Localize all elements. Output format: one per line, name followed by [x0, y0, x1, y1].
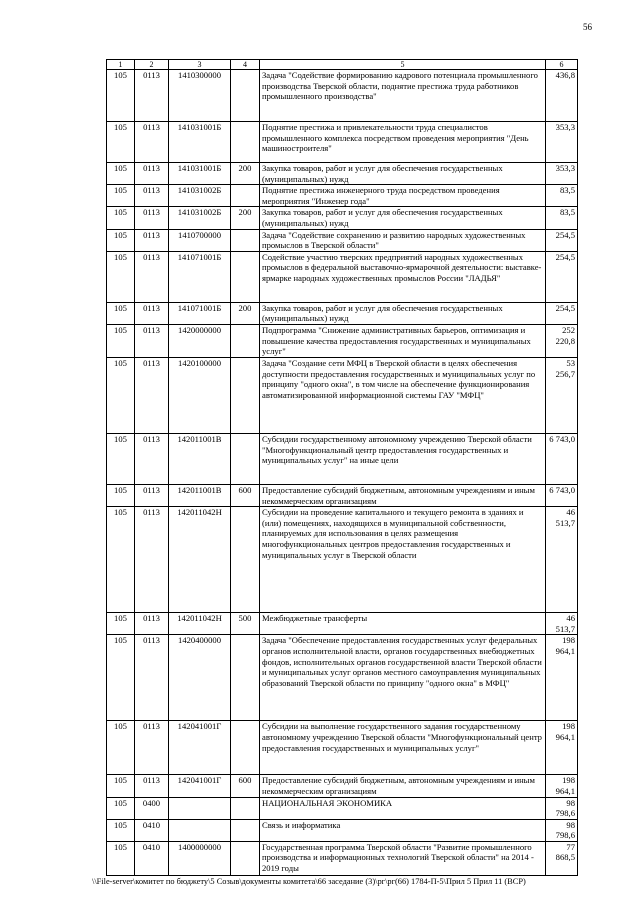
section-cell: 0410	[135, 819, 169, 841]
amount-cell: 436,8	[546, 70, 578, 122]
expense-type-cell	[231, 324, 260, 357]
amount-cell: 198 964,1	[546, 775, 578, 797]
section-cell: 0113	[135, 775, 169, 797]
expense-type-cell	[231, 507, 260, 613]
target-article-cell	[169, 797, 231, 819]
table-header-row	[107, 60, 578, 70]
table-row	[107, 841, 578, 875]
description-cell: Задача "Создание сети МФЦ в Тверской области в целях обеспечения доступности предоставления государственных и муниципальных услуг по принципу "одного окна", в том числе на обеспечение функционирования автоматизированной информационной системы ГАУ "МФЦ"	[260, 357, 546, 433]
expense-type-cell	[231, 841, 260, 875]
section-cell: 0113	[135, 163, 169, 185]
footer-file-path: \\File-server\комитет по бюджету\5 Созыв\документы комитета\66 заседание (3)\рг\рг(66) 1784-П-5\Прил 5 Прил 11 (ВСР)	[92, 877, 526, 886]
amount-cell: 252 220,8	[546, 324, 578, 357]
table-row	[107, 185, 578, 207]
table-row	[107, 721, 578, 775]
description-cell: Закупка товаров, работ и услуг для обеспечения государственных (муниципальных) нужд	[260, 163, 546, 185]
amount-cell: 254,5	[546, 302, 578, 324]
code-admin-cell: 105	[107, 841, 135, 875]
expense-type-cell: 200	[231, 207, 260, 229]
target-article-cell: 142011001В	[169, 484, 231, 506]
target-article-cell: 142041001Г	[169, 721, 231, 775]
table-row	[107, 433, 578, 484]
target-article-cell: 1420100000	[169, 357, 231, 433]
description-cell: Закупка товаров, работ и услуг для обеспечения государственных (муниципальных) нужд	[260, 207, 546, 229]
expense-type-cell	[231, 797, 260, 819]
table-row	[107, 819, 578, 841]
code-admin-cell: 105	[107, 775, 135, 797]
table-row	[107, 775, 578, 797]
expense-type-cell: 600	[231, 775, 260, 797]
target-article-cell: 1420400000	[169, 635, 231, 721]
expense-type-cell	[231, 433, 260, 484]
table-row	[107, 207, 578, 229]
target-article-cell	[169, 819, 231, 841]
table-row	[107, 229, 578, 251]
code-admin-cell: 105	[107, 797, 135, 819]
amount-cell: 353,3	[546, 122, 578, 163]
section-cell: 0113	[135, 229, 169, 251]
expense-type-cell	[231, 229, 260, 251]
amount-cell: 98 798,6	[546, 797, 578, 819]
expense-type-cell	[231, 721, 260, 775]
target-article-cell: 1420000000	[169, 324, 231, 357]
code-admin-cell: 105	[107, 484, 135, 506]
section-cell: 0410	[135, 841, 169, 875]
amount-cell: 53 256,7	[546, 357, 578, 433]
description-cell: Межбюджетные трансферты	[260, 613, 546, 635]
amount-cell: 254,5	[546, 229, 578, 251]
description-cell: Задача "Содействие сохранению и развитию народных художественных промыслов в Тверской области"	[260, 229, 546, 251]
target-article-cell: 141031002Б	[169, 207, 231, 229]
expense-type-cell	[231, 185, 260, 207]
description-cell: Субсидии государственному автономному учреждению Тверской области "Многофункциональный центр предоставления государственных и муниципальных услуг" на иные цели	[260, 433, 546, 484]
expense-type-cell	[231, 122, 260, 163]
description-cell: Предоставление субсидий бюджетным, автономным учреждениям и иным некоммерческим организациям	[260, 484, 546, 506]
section-cell: 0113	[135, 207, 169, 229]
code-admin-cell: 105	[107, 819, 135, 841]
amount-cell: 46 513,7	[546, 507, 578, 613]
header-col-6: 6	[546, 60, 578, 70]
section-cell: 0113	[135, 484, 169, 506]
code-admin-cell: 105	[107, 302, 135, 324]
expense-type-cell: 600	[231, 484, 260, 506]
table-row	[107, 613, 578, 635]
expense-type-cell	[231, 819, 260, 841]
target-article-cell: 141031001Б	[169, 163, 231, 185]
expense-type-cell	[231, 635, 260, 721]
section-cell: 0400	[135, 797, 169, 819]
table-row	[107, 484, 578, 506]
code-admin-cell: 105	[107, 185, 135, 207]
description-cell: Государственная программа Тверской области "Развитие промышленного производства и информационных технологий Тверской области" на 2014 - 2019 годы	[260, 841, 546, 875]
target-article-cell: 1400000000	[169, 841, 231, 875]
code-admin-cell: 105	[107, 635, 135, 721]
table-row	[107, 251, 578, 302]
code-admin-cell: 105	[107, 433, 135, 484]
amount-cell: 83,5	[546, 185, 578, 207]
description-cell: Субсидии на выполнение государственного задания государственному автономному учреждению Тверской области "Многофункциональный центр предоставления государственных и муниципальных услуг"	[260, 721, 546, 775]
table-row	[107, 635, 578, 721]
header-col-1: 1	[107, 60, 135, 70]
code-admin-cell: 105	[107, 251, 135, 302]
section-cell: 0113	[135, 185, 169, 207]
header-col-5: 5	[260, 60, 546, 70]
header-col-2: 2	[135, 60, 169, 70]
expense-type-cell: 500	[231, 613, 260, 635]
page-number: 56	[583, 22, 592, 32]
section-cell: 0113	[135, 635, 169, 721]
target-article-cell: 141071001Б	[169, 302, 231, 324]
description-cell: НАЦИОНАЛЬНАЯ ЭКОНОМИКА	[260, 797, 546, 819]
code-admin-cell: 105	[107, 613, 135, 635]
code-admin-cell: 105	[107, 229, 135, 251]
code-admin-cell: 105	[107, 357, 135, 433]
description-cell: Содействие участию тверских предприятий народных художественных промыслов в федеральной выставочно-ярмарочной деятельности: выставке-ярмарке народных художественных промыслов России "ЛАДЬЯ"	[260, 251, 546, 302]
table-row	[107, 302, 578, 324]
section-cell: 0113	[135, 251, 169, 302]
target-article-cell: 142041001Г	[169, 775, 231, 797]
amount-cell: 77 868,5	[546, 841, 578, 875]
code-admin-cell: 105	[107, 507, 135, 613]
table-row	[107, 357, 578, 433]
description-cell: Связь и информатика	[260, 819, 546, 841]
target-article-cell: 142011042Н	[169, 507, 231, 613]
amount-cell: 98 798,6	[546, 819, 578, 841]
section-cell: 0113	[135, 613, 169, 635]
code-admin-cell: 105	[107, 721, 135, 775]
target-article-cell: 142011042Н	[169, 613, 231, 635]
code-admin-cell: 105	[107, 163, 135, 185]
description-cell: Закупка товаров, работ и услуг для обеспечения государственных (муниципальных) нужд	[260, 302, 546, 324]
header-col-3: 3	[169, 60, 231, 70]
description-cell: Поднятие престижа и привлекательности труда специалистов промышленного комплекса посредством проведения мероприятия "День машиностроителя"	[260, 122, 546, 163]
table-row	[107, 122, 578, 163]
expense-type-cell: 200	[231, 163, 260, 185]
amount-cell: 198 964,1	[546, 721, 578, 775]
target-article-cell: 141071001Б	[169, 251, 231, 302]
amount-cell: 46 513,7	[546, 613, 578, 635]
table-row	[107, 324, 578, 357]
section-cell: 0113	[135, 721, 169, 775]
code-admin-cell: 105	[107, 207, 135, 229]
description-cell: Предоставление субсидий бюджетным, автономным учреждениям и иным некоммерческим организациям	[260, 775, 546, 797]
section-cell: 0113	[135, 302, 169, 324]
target-article-cell: 1410300000	[169, 70, 231, 122]
section-cell: 0113	[135, 507, 169, 613]
amount-cell: 198 964,1	[546, 635, 578, 721]
target-article-cell: 1410700000	[169, 229, 231, 251]
amount-cell: 353,3	[546, 163, 578, 185]
description-cell: Задача "Обеспечение предоставления государственных услуг федеральных органов исполнительной власти, органов государственных внебюджетных фондов, исполнительных органов государственной власти Тверской области и муниципальных услуг органов местного самоуправления муниципальных образований Тверской области по принципу "одного окна" в МФЦ"	[260, 635, 546, 721]
amount-cell: 6 743,0	[546, 484, 578, 506]
code-admin-cell: 105	[107, 122, 135, 163]
description-cell: Субсидии на проведение капитального и текущего ремонта в зданиях и (или) помещениях, находящихся в муниципальной собственности, планируемых для использования в целях размещения многофункциональных центров предоставления государственных и муниципальных услуг в Тверской области	[260, 507, 546, 613]
target-article-cell: 141031002Б	[169, 185, 231, 207]
expense-type-cell	[231, 251, 260, 302]
expense-type-cell: 200	[231, 302, 260, 324]
section-cell: 0113	[135, 70, 169, 122]
section-cell: 0113	[135, 357, 169, 433]
amount-cell: 6 743,0	[546, 433, 578, 484]
expense-type-cell	[231, 357, 260, 433]
header-col-4: 4	[231, 60, 260, 70]
description-cell: Поднятие престижа инженерного труда посредством проведения мероприятия "Инженер года"	[260, 185, 546, 207]
section-cell: 0113	[135, 433, 169, 484]
expense-type-cell	[231, 70, 260, 122]
amount-cell: 254,5	[546, 251, 578, 302]
table-row	[107, 507, 578, 613]
code-admin-cell: 105	[107, 324, 135, 357]
description-cell: Подпрограмма "Снижение административных барьеров, оптимизация и повышение качества предоставления государственных и муниципальных услуг"	[260, 324, 546, 357]
table-row	[107, 70, 578, 122]
section-cell: 0113	[135, 122, 169, 163]
table-row	[107, 797, 578, 819]
target-article-cell: 141031001Б	[169, 122, 231, 163]
description-cell: Задача "Содействие формированию кадрового потенциала промышленного производства Тверской области, поднятие престижа труда работников промышленного производства"	[260, 70, 546, 122]
table-row	[107, 163, 578, 185]
code-admin-cell: 105	[107, 70, 135, 122]
amount-cell: 83,5	[546, 207, 578, 229]
target-article-cell: 142011001В	[169, 433, 231, 484]
budget-table	[106, 59, 578, 876]
section-cell: 0113	[135, 324, 169, 357]
